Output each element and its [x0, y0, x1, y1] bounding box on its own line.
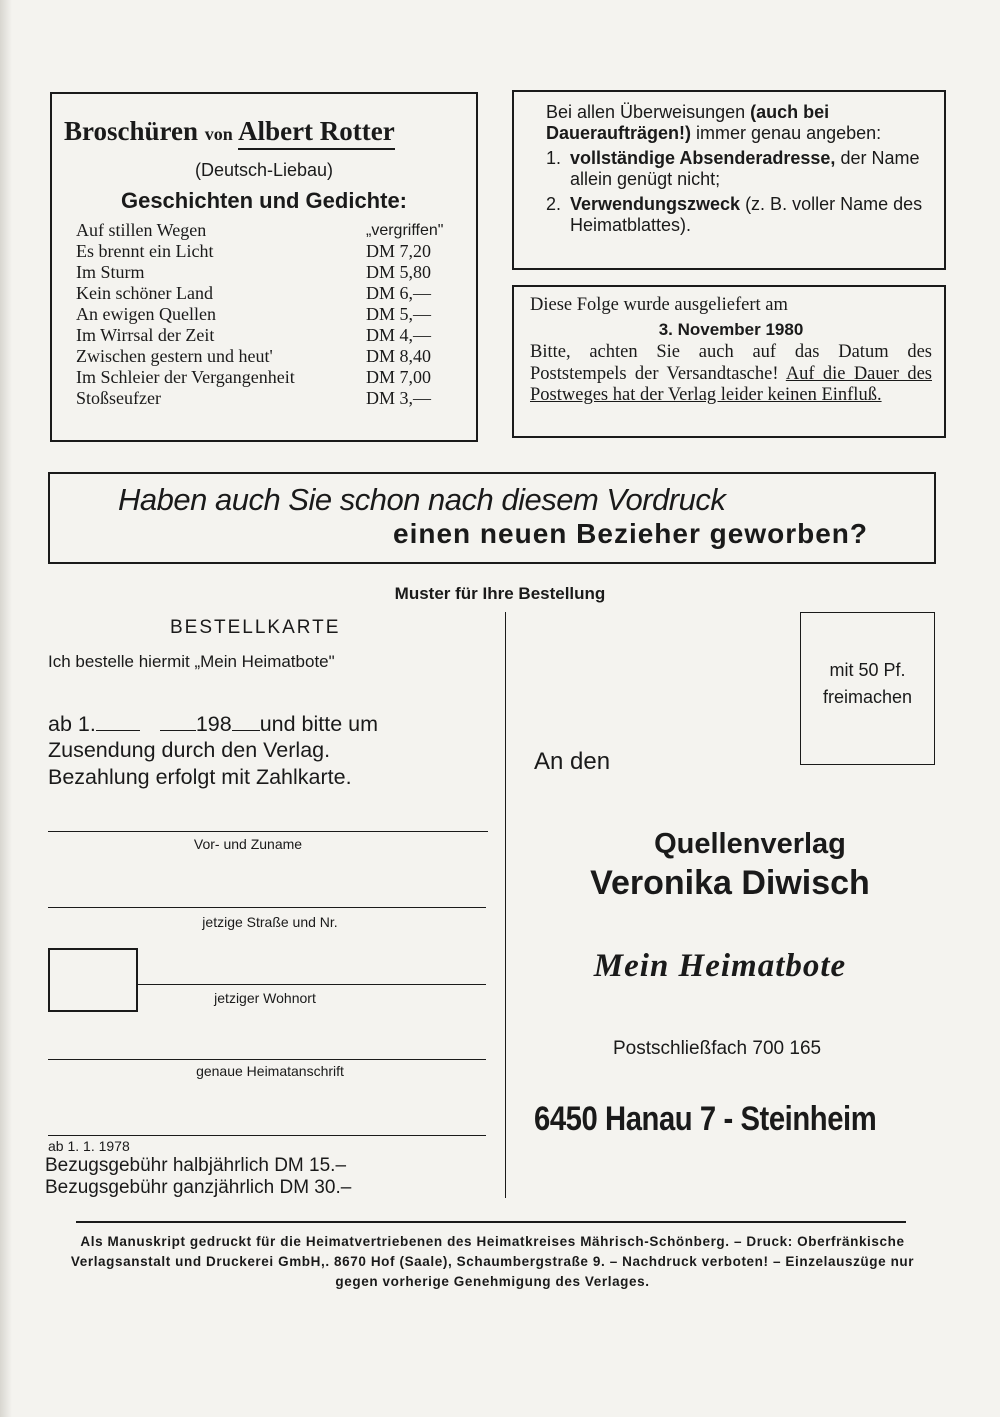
book-title: Im Wirrsal der Zeit: [76, 325, 215, 345]
delivery-text: Bitte, achten Sie auch auf das Datum des Poststempels der Versandtasche! Auf die Dauer des Postweges hat der Verlag leider keinen Einfluß.: [530, 342, 932, 405]
home-address-field-line[interactable]: [48, 1059, 486, 1060]
book-price: DM 4,—: [366, 325, 432, 345]
banner-line-2: einen neuen Bezieher geworben?: [393, 518, 868, 549]
fee-half-year: Bezugsgebühr halbjährlich DM 15.–: [45, 1155, 347, 1176]
book-row: [76, 325, 456, 346]
brochure-box: [50, 92, 478, 442]
recruit-banner: [48, 472, 936, 564]
book-title: Im Schleier der Vergangenheit: [76, 367, 295, 387]
book-list: [76, 220, 456, 409]
book-row: [76, 220, 456, 241]
day-month-blank[interactable]: [96, 710, 140, 731]
book-row: [76, 388, 456, 409]
order-sample-heading: Muster für Ihre Bestellung: [394, 584, 606, 603]
book-title: Kein schöner Land: [76, 283, 213, 303]
start-date-line: ab 1. 198 und bitte um: [48, 712, 379, 736]
transfer-instructions-box: [512, 90, 946, 270]
brochure-title: [64, 116, 395, 147]
book-row: [76, 346, 456, 367]
po-box: Postschließfach 700 165: [613, 1038, 822, 1059]
transfer-item: 2. Verwendungszweck (z. B. voller Name des Heimatblattes).: [546, 194, 923, 235]
postage-box: [800, 612, 935, 765]
book-price: „vergriffen": [366, 222, 444, 239]
book-price: DM 5,80: [366, 262, 432, 282]
transfer-list: [546, 148, 932, 236]
postal-city: 6450 Hanau 7 - Steinheim: [534, 1100, 877, 1138]
book-row: [76, 283, 456, 304]
brochure-place: (Deutsch-Liebau): [194, 160, 334, 180]
book-price: DM 5,—: [366, 304, 432, 324]
address-to: An den: [534, 748, 611, 775]
brochure-author: Albert Rotter: [238, 116, 395, 150]
book-price: DM 8,40: [366, 346, 432, 366]
book-row: [76, 304, 456, 325]
delivery-date: 3. November 1980: [658, 319, 804, 339]
postage-text: mit 50 Pf. freimachen: [822, 660, 913, 707]
book-price: DM 7,20: [366, 241, 432, 261]
book-title: Auf stillen Wegen: [76, 220, 207, 240]
book-price: DM 6,—: [366, 283, 432, 303]
order-line-delivery: Zusendung durch den Verlag.: [48, 738, 331, 762]
book-price: DM 3,—: [366, 388, 432, 408]
publisher-owner: Veronika Diwisch: [590, 864, 870, 902]
order-statement: Ich bestelle hiermit „Mein Heimatbote": [48, 652, 335, 671]
book-title: Stoßseufzer: [76, 388, 161, 408]
name-field-line[interactable]: [48, 831, 488, 832]
town-field-line[interactable]: [138, 984, 486, 985]
book-row: [76, 367, 456, 388]
brochure-title-von: von: [204, 124, 233, 144]
book-price: DM 7,00: [366, 367, 432, 387]
order-card-title: BESTELLKARTE: [170, 617, 341, 638]
book-row: [76, 241, 456, 262]
delivery-notice-box: [512, 285, 946, 438]
brochure-heading: Geschichten und Gedichte:: [120, 188, 408, 213]
transfer-item: 1. vollständige Absenderadresse, der Name allein genügt nicht;: [546, 148, 920, 189]
book-title: Im Sturm: [76, 262, 145, 282]
delivery-line: Diese Folge wurde ausgeliefert am: [530, 295, 788, 315]
banner-line-1: Haben auch Sie schon nach diesem Vordruck: [118, 482, 726, 517]
book-title: Es brennt ein Licht: [76, 241, 214, 261]
magazine-logo: Mein Heimatbote: [593, 948, 847, 984]
year-blank[interactable]: [232, 710, 260, 731]
order-line-payment: Bezahlung erfolgt mit Zahlkarte.: [48, 765, 352, 789]
publisher-name: Quellenverlag: [654, 828, 846, 860]
stamp-box: [48, 948, 138, 1012]
book-row: [76, 262, 456, 283]
fee-full-year: Bezugsgebühr ganzjährlich DM 30.–: [45, 1177, 352, 1198]
footer-rule: [76, 1221, 906, 1223]
page-edge-shadow: [0, 0, 12, 1417]
book-title: Zwischen gestern und heut': [76, 346, 273, 366]
name-field-label: Vor- und Zuname: [193, 836, 303, 852]
month-blank[interactable]: [160, 710, 196, 731]
brochure-title-prefix: Broschüren: [64, 116, 199, 146]
street-field-label: jetzige Straße und Nr.: [202, 914, 338, 930]
imprint-footer: Als Manuskript gedruckt für die Heimatvertriebenen des Heimatkreises Mährisch-Schönberg. – Druck: Oberfränkische Verlagsanstalt und Druckerei GmbH,. 8670 Hof (Saale), Schaumbergstraße 9. – Nachdruck verboten! – Einzelauszüge nur gegen vorherige Genehmigung des Verlages.: [70, 1234, 915, 1289]
signature-field-line[interactable]: [48, 1135, 486, 1136]
book-title: An ewigen Quellen: [76, 304, 216, 324]
street-field-line[interactable]: [48, 907, 486, 908]
fee-date: ab 1. 1. 1978: [48, 1138, 130, 1154]
card-divider: [505, 612, 506, 1198]
town-field-label: jetziger Wohnort: [214, 990, 316, 1006]
home-address-field-label: genaue Heimatanschrift: [196, 1063, 344, 1079]
transfer-intro: Bei allen Überweisungen (auch bei Daueraufträgen!) immer genau angeben:: [546, 102, 882, 143]
